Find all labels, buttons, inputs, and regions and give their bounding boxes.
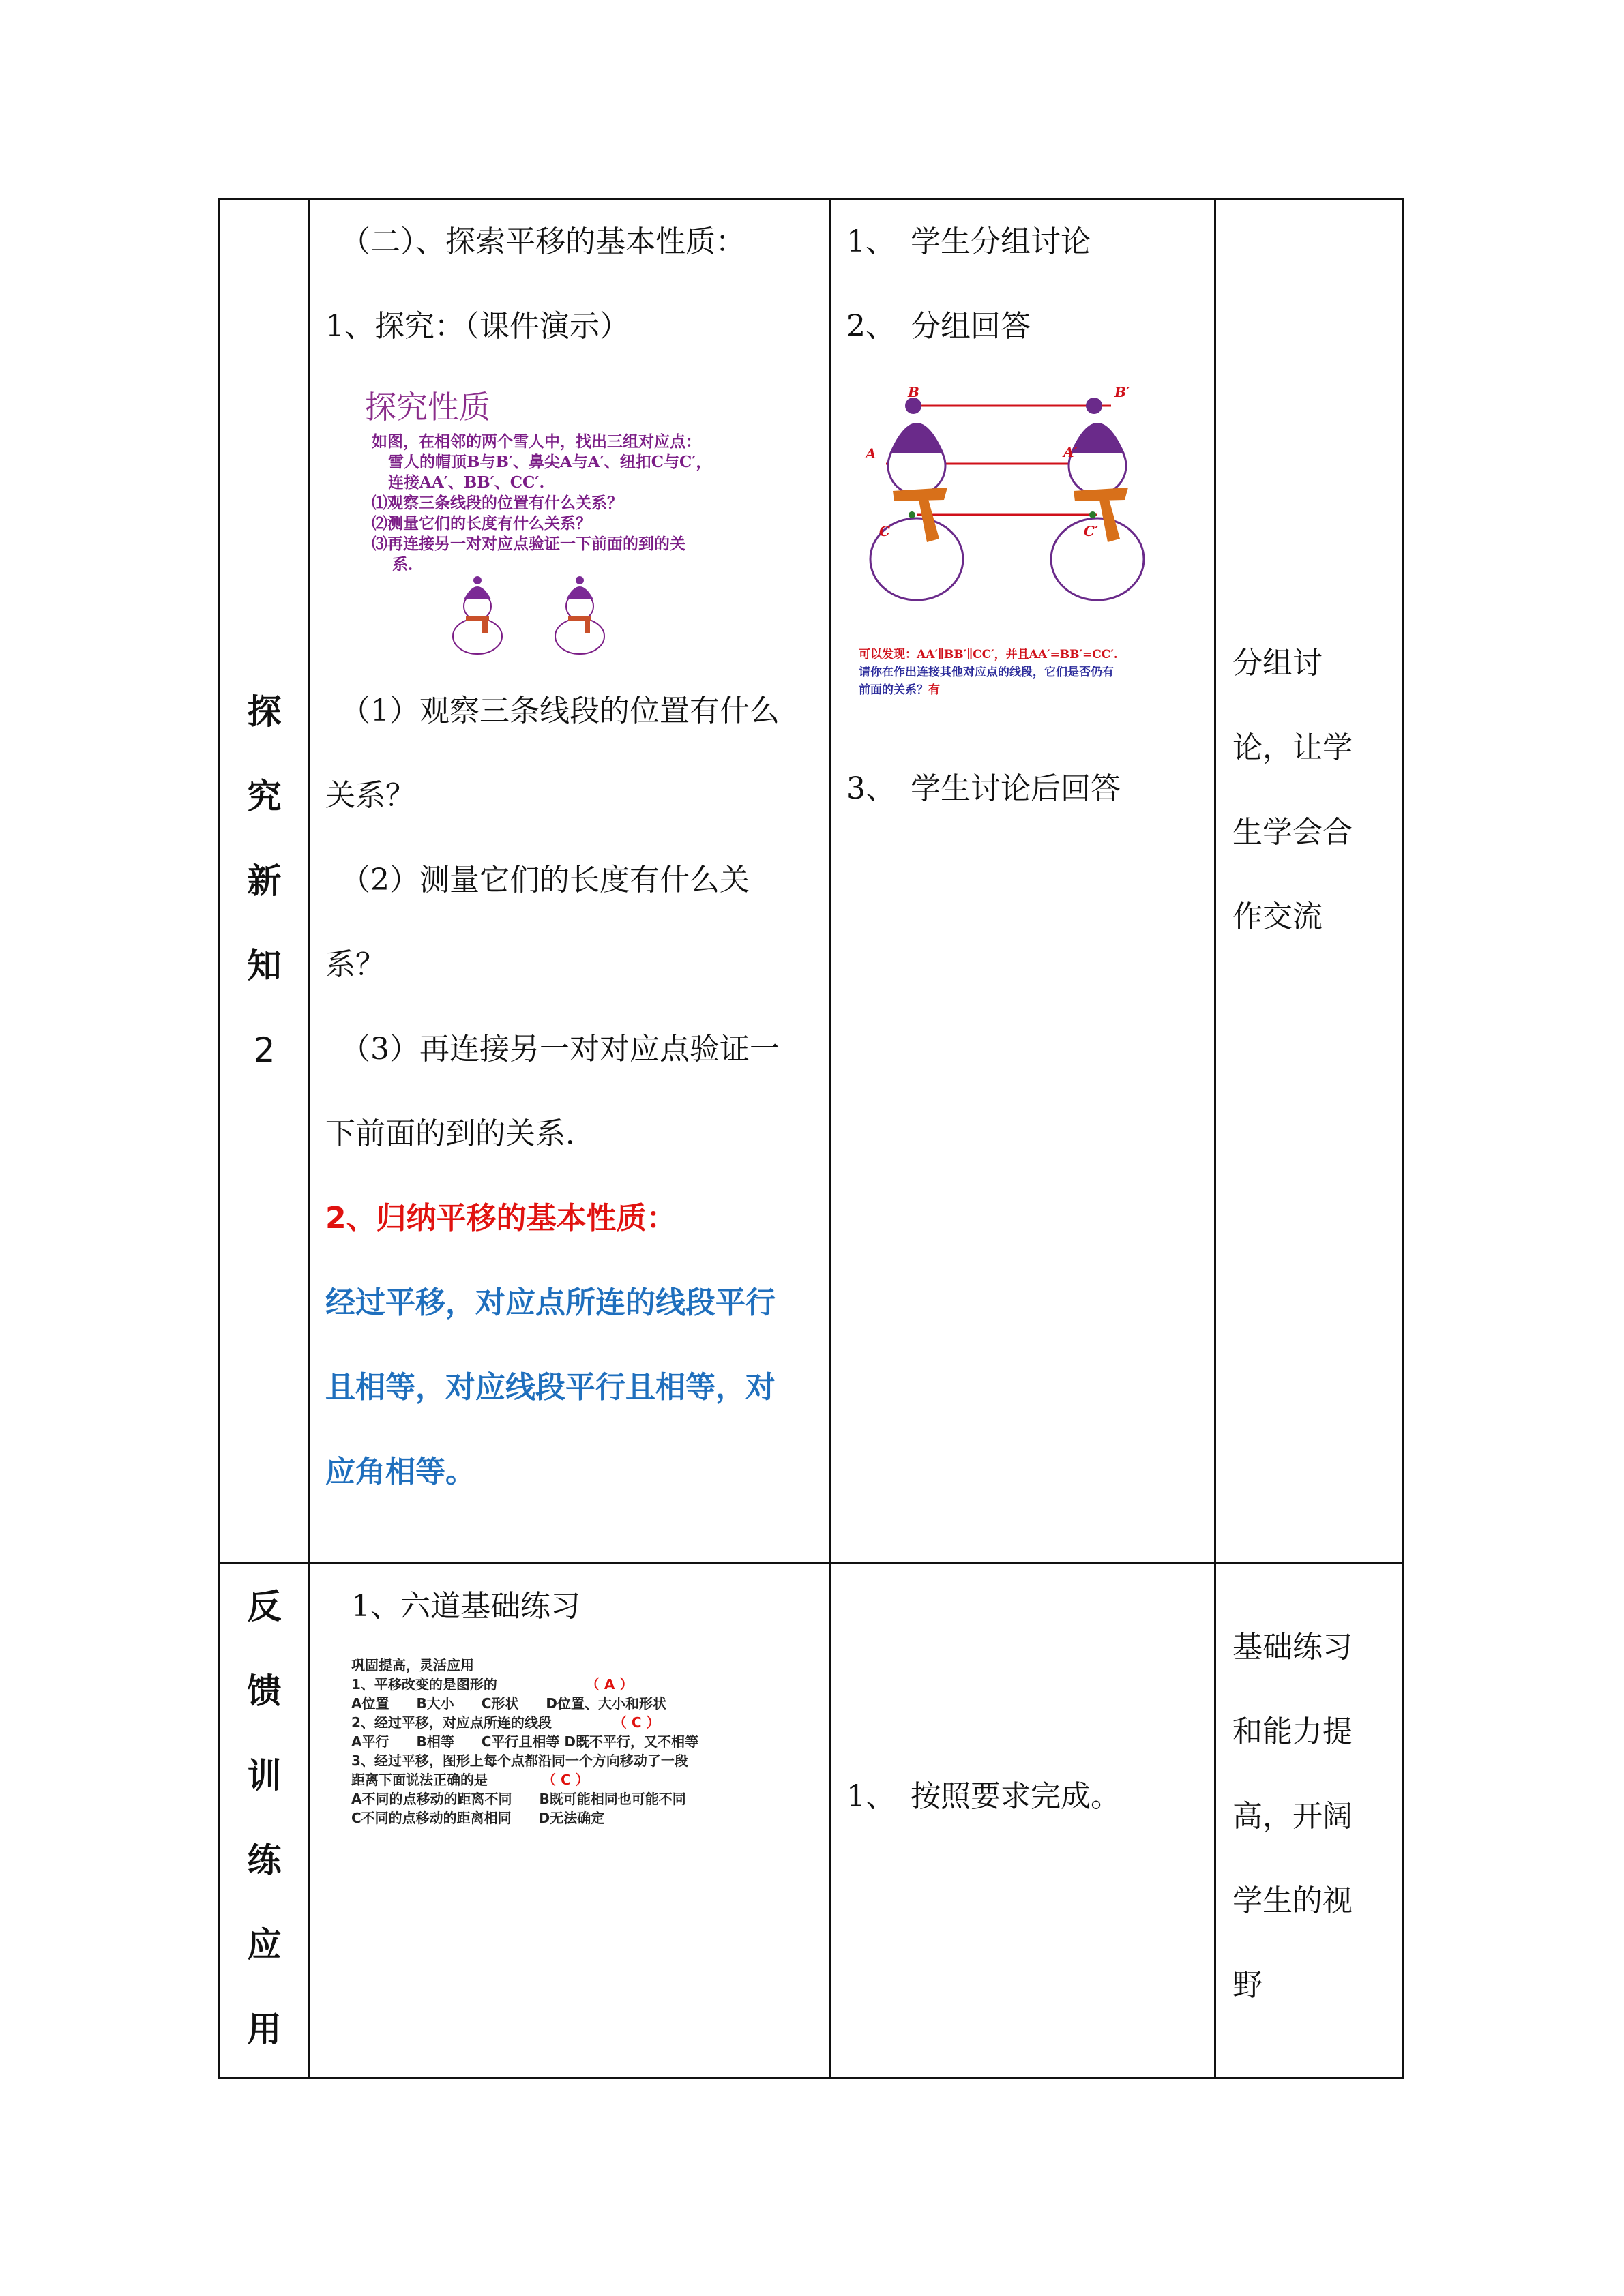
section-heading: （二）、探索平移的基本性质： <box>340 224 745 259</box>
question-1: （1）观察三条线段的位置有什么 <box>340 694 780 728</box>
exercise-answer: （ C ） <box>612 1714 660 1731</box>
exercise-row <box>351 1675 788 1694</box>
intent-line: 基础练习 <box>1232 1630 1353 1665</box>
student-activity-cell <box>831 199 1215 1564</box>
question-3: （3）再连接另一对对应点验证一 <box>340 1032 780 1067</box>
exercise-question: 1、平移改变的是图形的 <box>351 1676 497 1693</box>
table-row <box>220 199 1404 1564</box>
label-char: 新 <box>247 861 282 901</box>
summary-line: 应角相等。 <box>325 1455 475 1489</box>
label-char: 究 <box>247 777 282 816</box>
point-label: B <box>908 384 919 400</box>
exercise-answer: （ C ） <box>542 1772 589 1788</box>
slide-line: 系． <box>392 555 424 573</box>
summary-title: 2、归纳平移的基本性质： <box>325 1201 677 1236</box>
intent-line: 作交流 <box>1232 899 1323 934</box>
label-char: 探 <box>247 692 282 732</box>
table-row <box>220 1564 1404 2078</box>
snowman-icon <box>1051 398 1144 600</box>
label-char: 训 <box>247 1756 282 1795</box>
design-intent-cell <box>1215 199 1404 1564</box>
question-2-cont: 系？ <box>325 947 385 982</box>
exercise-row <box>351 1713 788 1732</box>
exercise-options: A平行 B相等 C平行且相等 D既不平行，又不相等 <box>351 1733 698 1750</box>
intent-line: 论，让学 <box>1232 730 1353 765</box>
section-label-feedback <box>220 1564 310 2078</box>
intent-line: 和能力提 <box>1232 1714 1353 1749</box>
question-1-cont: 关系？ <box>325 778 415 813</box>
label-char: 反 <box>247 1587 282 1626</box>
caption-answer: 有 <box>928 683 940 697</box>
exercise-options: C不同的点移动的距离相同 D无法确定 <box>351 1810 605 1826</box>
label-char: 2 <box>253 1030 276 1070</box>
slide-title: 探究性质 <box>365 389 490 426</box>
question-2: （2）测量它们的长度有什么关 <box>340 863 750 897</box>
point-label: C <box>879 523 890 539</box>
exercise-question: 2、经过平移，对应点所连的线段 <box>351 1714 552 1731</box>
intent-line: 高，开阔 <box>1232 1799 1353 1834</box>
student-activity-cell <box>831 1564 1215 2078</box>
student-step-2: 2、 分组回答 <box>846 309 1031 344</box>
lesson-plan-table <box>218 198 1404 2079</box>
slide-title: 巩固提高，灵活应用 <box>351 1657 474 1673</box>
summary-line: 经过平移，对应点所连的线段平行 <box>325 1285 776 1320</box>
translation-figure <box>859 378 1200 719</box>
exercise-answer: （ A ） <box>585 1676 634 1693</box>
figure-caption-cont <box>859 681 1200 699</box>
summary-line: 且相等，对应线段平行且相等，对 <box>325 1370 776 1405</box>
slide-line: 雪人的帽顶B与B′、鼻尖A与A′、纽扣C与C′， <box>388 453 712 471</box>
exercise-options: A不同的点移动的距离不同 B既可能相同也可能不同 <box>351 1791 686 1807</box>
intent-line: 生学会合 <box>1232 815 1353 850</box>
label-char: 练 <box>247 1840 282 1880</box>
intent-line: 分组讨 <box>1232 646 1323 681</box>
teacher-activity-cell <box>310 199 831 1564</box>
explore-item: 1、探究：（课件演示） <box>325 309 630 344</box>
practice-item: 1、六道基础练习 <box>351 1589 580 1624</box>
slide-line: 连接AA′、BB′、CC′. <box>388 473 545 492</box>
student-step-1: 1、 学生分组讨论 <box>846 224 1091 259</box>
point-label: C′ <box>1084 523 1099 539</box>
snowman-icon <box>549 573 610 655</box>
exercise-question: 3、经过平移，图形上每个点都沿同一个方向移动了一段 <box>351 1753 688 1769</box>
figure-caption: 可以发现：AA′∥BB′∥CC′，并且AA′=BB′=CC′. <box>859 648 1118 661</box>
label-char: 用 <box>247 2010 282 2049</box>
student-step-3: 3、 学生讨论后回答 <box>846 771 1121 806</box>
courseware-slide-explore <box>344 369 781 669</box>
point-label: A′ <box>1063 444 1078 460</box>
label-char: 知 <box>247 946 282 985</box>
question-3-cont: 下前面的到的关系． <box>325 1116 595 1151</box>
point-label: B′ <box>1114 384 1130 400</box>
courseware-slide-practice <box>351 1656 788 1867</box>
label-char: 应 <box>247 1925 282 1965</box>
snowman-icon <box>870 398 963 600</box>
exercise-row <box>351 1770 788 1789</box>
slide-line: ⑶再连接另一对对应点验证一下前面的到的关 <box>372 535 685 553</box>
slide-body <box>372 432 767 575</box>
figure-caption: 请你在作出连接其他对应点的线段，它们是否仍有 <box>859 666 1114 679</box>
exercise-options: A位置 B大小 C形状 D位置、大小和形状 <box>351 1695 667 1712</box>
design-intent-cell <box>1215 1564 1404 2078</box>
snowman-icon <box>447 573 508 655</box>
point-label: A <box>866 445 876 462</box>
section-label-explore <box>220 199 310 1564</box>
teacher-activity-cell <box>310 1564 831 2078</box>
exercise-question: 距离下面说法正确的是 <box>351 1772 488 1788</box>
caption-text: 前面的关系？ <box>859 683 928 697</box>
label-char: 馈 <box>247 1671 282 1711</box>
intent-line: 学生的视 <box>1232 1883 1353 1918</box>
snowmen-translation-diagram <box>859 378 1159 610</box>
student-step-1: 1、 按照要求完成。 <box>846 1779 1121 1814</box>
slide-line: 如图，在相邻的两个雪人中，找出三组对应点： <box>372 432 701 451</box>
intent-line: 野 <box>1232 1968 1263 2003</box>
slide-line: ⑵测量它们的长度有什么关系？ <box>372 514 591 533</box>
slide-line: ⑴观察三条线段的位置有什么关系？ <box>372 494 623 512</box>
